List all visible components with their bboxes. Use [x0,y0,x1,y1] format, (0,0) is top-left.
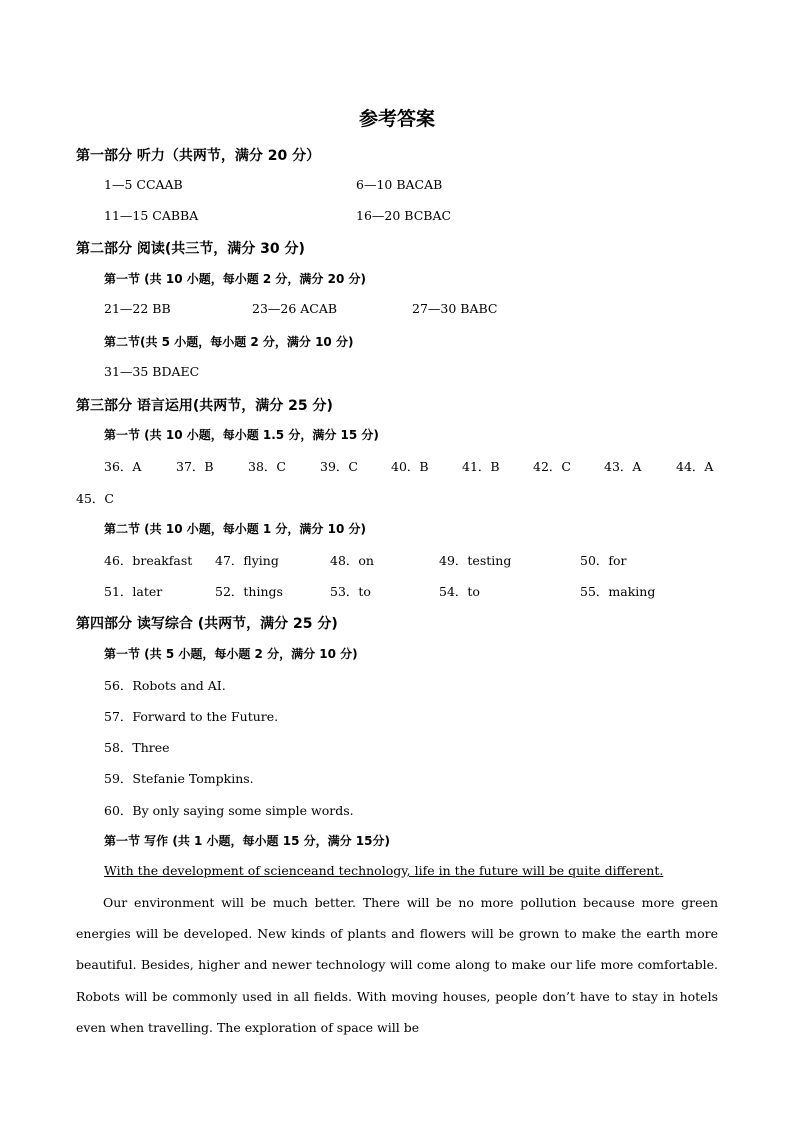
answer-item: 44．A [676,459,714,474]
answer-item: 40．B [391,459,429,474]
answer-item: 43．A [604,459,642,474]
part4-section1-heading: 第一节 (共 5 小题，每小题 2 分，满分 10 分) [104,647,358,661]
part4-section2-heading: 第一节 写作 (共 1 小题，每小题 15 分，满分 15分) [104,834,390,848]
answer-item: 39．C [320,459,358,474]
answer-item: 37．B [176,459,214,474]
answer-item: 54．to [439,584,480,599]
answer-group: 11—15 CABBA [104,208,199,223]
part2-section1-heading: 第一节 (共 10 小题，每小题 2 分，满分 20 分) [104,272,366,286]
part1-heading: 第一部分 听力（共两节，满分 20 分） [76,148,321,164]
essay-paragraph: Our environment will be much better. There will be no more pollution because more green energies will be developed. New kinds of plants and flowers will be grown to make the earth more beautiful. Besides, higher and newer technology will come along to make our life more comfortable. Robots will be commonly used in all fields. With moving houses, people don’t have to stay in hotels even when travelling. The exploration of space will be [76,895,718,1035]
answer-line: 59．Stefanie Tompkins. [104,771,254,786]
answer-group: 21—22 BB [104,301,171,316]
answer-group: 27—30 BABC [412,301,498,316]
answer-line: 56．Robots and AI. [104,678,226,693]
answer-group: 6—10 BACAB [356,177,443,192]
answer-item: 36．A [104,459,142,474]
part2-heading: 第二部分 阅读(共三节，满分 30 分) [76,241,305,257]
answer-group: 16—20 BCBAC [356,208,452,223]
part2-section2-heading: 第二节(共 5 小题，每小题 2 分，满分 10 分) [104,335,354,349]
essay-title: With the development of scienceand technology, life in the future will be quite different. [104,863,664,878]
answer-group: 1—5 CCAAB [104,177,183,192]
answer-line: 60．By only saying some simple words. [104,803,354,818]
answer-line: 57．Forward to the Future. [104,709,279,724]
answer-item: 42．C [533,459,571,474]
answer-item: 55．making [580,584,656,599]
answer-item: 53．to [330,584,371,599]
answer-item: 50．for [580,553,627,568]
answer-item: 47．flying [215,553,279,568]
answer-group: 31—35 BDAEC [104,364,200,379]
answer-item: 51．later [104,584,163,599]
answer-item: 48．on [330,553,374,568]
answer-group: 23—26 ACAB [252,301,338,316]
answer-item: 38．C [248,459,286,474]
answer-item: 52．things [215,584,283,599]
part3-section2-heading: 第二节 (共 10 小题，每小题 1 分，满分 10 分) [104,522,366,536]
answer-item: 49．testing [439,553,512,568]
answer-item: 41．B [462,459,500,474]
part4-heading: 第四部分 读写综合 (共两节，满分 25 分) [76,616,338,632]
page-title: 参考答案 [358,108,435,130]
answer-line: 58．Three [104,740,170,755]
answer-item: 46．breakfast [104,553,193,568]
part3-section1-row-2: 45．C [76,491,114,506]
part3-heading: 第三部分 语言运用(共两节，满分 25 分) [76,398,333,414]
part3-section1-heading: 第一节 (共 10 小题，每小题 1.5 分，满分 15 分) [104,428,379,442]
